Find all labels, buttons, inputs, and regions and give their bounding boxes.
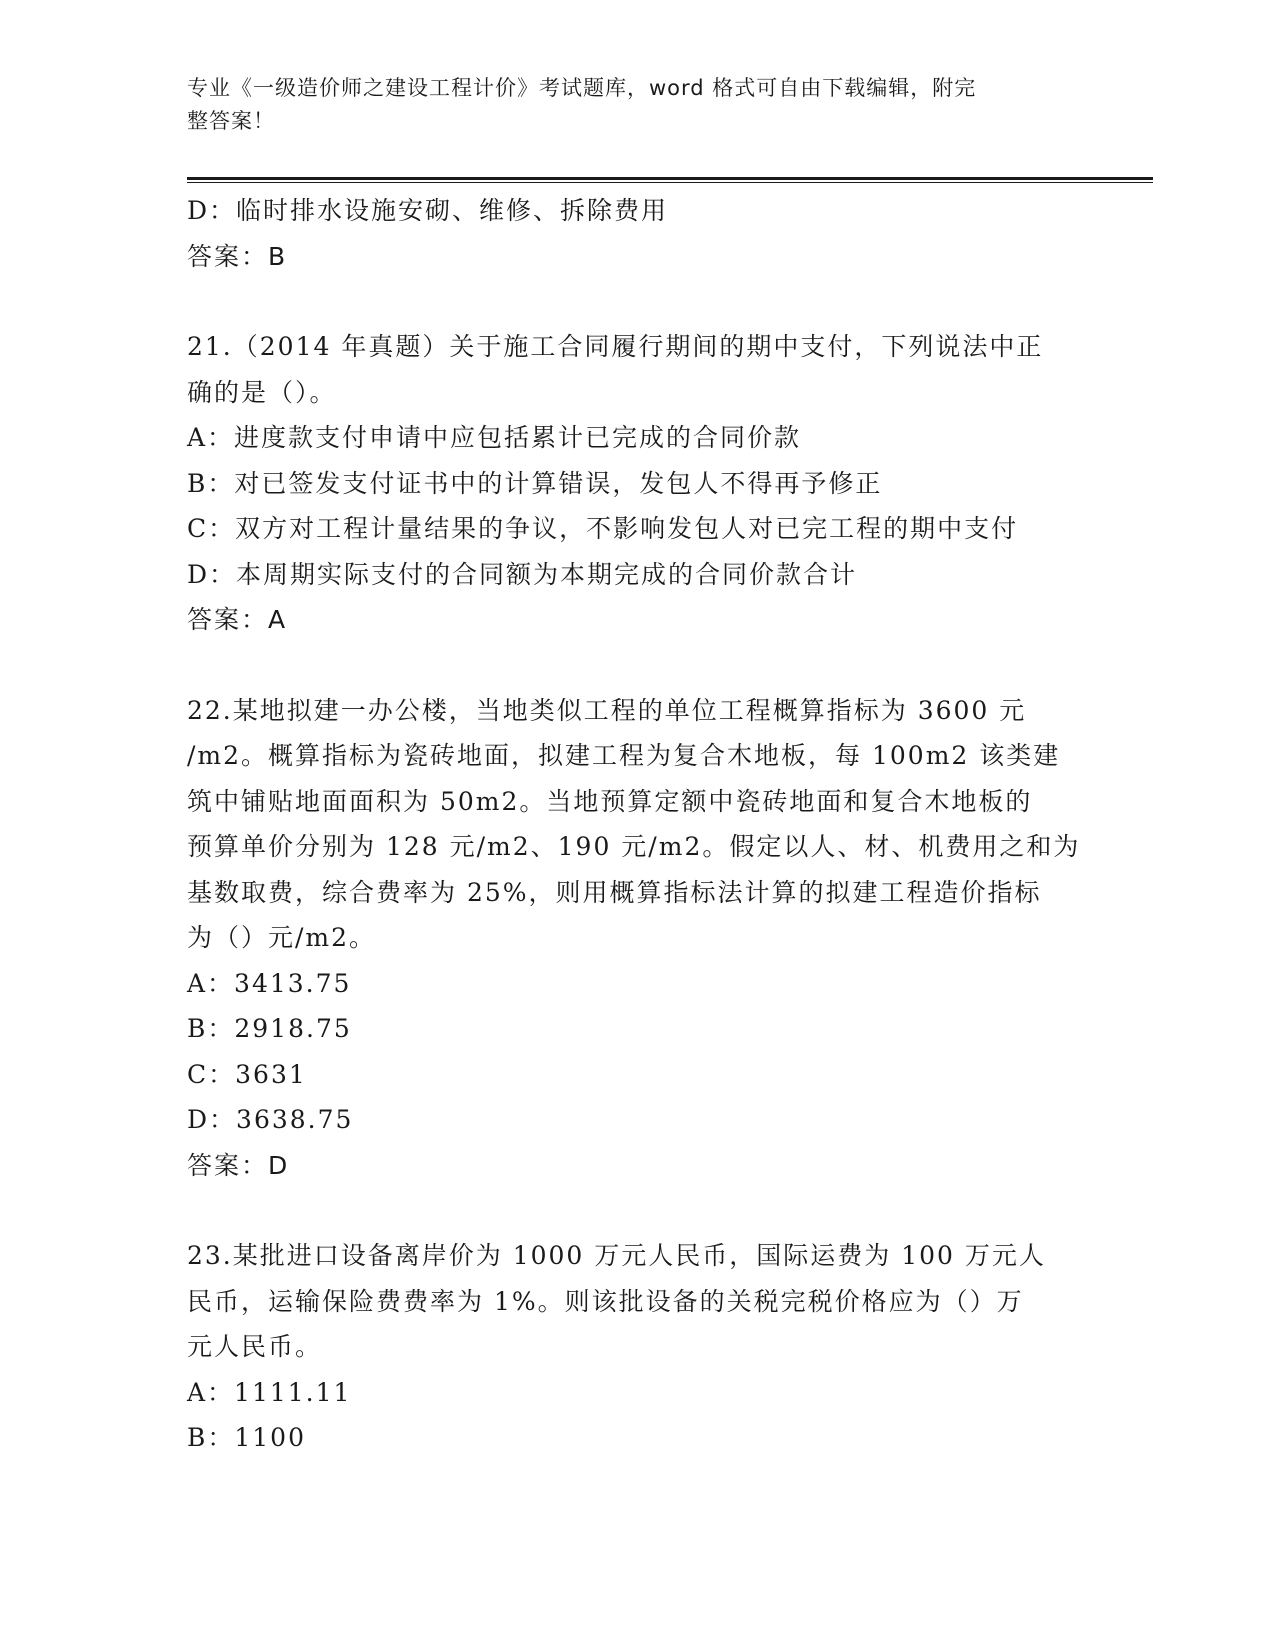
option-a: A：3413.75 — [187, 968, 352, 998]
question-stem-line: 基数取费，综合费率为 25%，则用概算指标法计算的拟建工程造价指标 — [187, 877, 1042, 907]
header-line-1: 专业《一级造价师之建设工程计价》考试题库，word 格式可自由下载编辑，附完 — [187, 76, 977, 100]
answer-line: 答案：D — [187, 1150, 290, 1180]
question-stem-line: 确的是（）。 — [187, 377, 337, 407]
question-content — [187, 188, 1087, 1461]
option-a: A：进度款支付申请中应包括累计已完成的合同价款 — [187, 423, 802, 452]
option-c: C：双方对工程计量结果的争议，不影响发包人对已完工程的期中支付 — [187, 514, 1019, 543]
question-stem-line: 预算单价分别为 128 元/m2、190 元/m2。假定以人、材、机费用之和为 — [187, 832, 1081, 861]
option-b: B：1100 — [187, 1423, 306, 1452]
option-d: D：临时排水设施安砌、维修、拆除费用 — [187, 196, 669, 225]
option-c: C：3631 — [187, 1059, 307, 1089]
question-23 — [187, 1233, 1087, 1461]
question-stem-line: 21.（2014 年真题）关于施工合同履行期间的期中支付，下列说法中正 — [187, 332, 1044, 361]
option-d: D：3638.75 — [187, 1105, 354, 1134]
option-b: B：2918.75 — [187, 1014, 352, 1043]
question-stem-line: /m2。概算指标为瓷砖地面，拟建工程为复合木地板，每 100m2 该类建 — [187, 741, 1061, 770]
answer-line: 答案：A — [187, 605, 288, 634]
header-line-2: 整答案！ — [187, 109, 275, 133]
spacer — [187, 1188, 1087, 1233]
question-stem-line: 22.某地拟建一办公楼，当地类似工程的单位工程概算指标为 3600 元 — [187, 695, 1027, 725]
question-22 — [187, 688, 1087, 1189]
option-b: B：对已签发支付证书中的计算错误，发包人不得再予修正 — [187, 468, 883, 498]
answer-line: 答案：B — [187, 241, 288, 271]
question-stem-line: 筑中铺贴地面面积为 50m2。当地预算定额中瓷砖地面和复合木地板的 — [187, 786, 1033, 816]
question-stem-line: 民币，运输保险费费率为 1%。则该批设备的关税完税价格应为（）万 — [187, 1286, 1024, 1316]
spacer — [187, 279, 1087, 324]
page-header — [187, 72, 1067, 138]
question-stem-line: 元人民币。 — [187, 1332, 323, 1361]
question-21 — [187, 324, 1087, 643]
option-a: A：1111.11 — [187, 1377, 352, 1407]
header-divider-thin — [187, 182, 1153, 183]
header-divider-thick — [187, 177, 1153, 180]
option-d: D：本周期实际支付的合同额为本期完成的合同价款合计 — [187, 559, 858, 589]
question-stem-line: 为（）元/m2。 — [187, 923, 377, 952]
spacer — [187, 643, 1087, 688]
question-stem-line: 23.某批进口设备离岸价为 1000 万元人民币，国际运费为 100 万元人 — [187, 1241, 1046, 1270]
